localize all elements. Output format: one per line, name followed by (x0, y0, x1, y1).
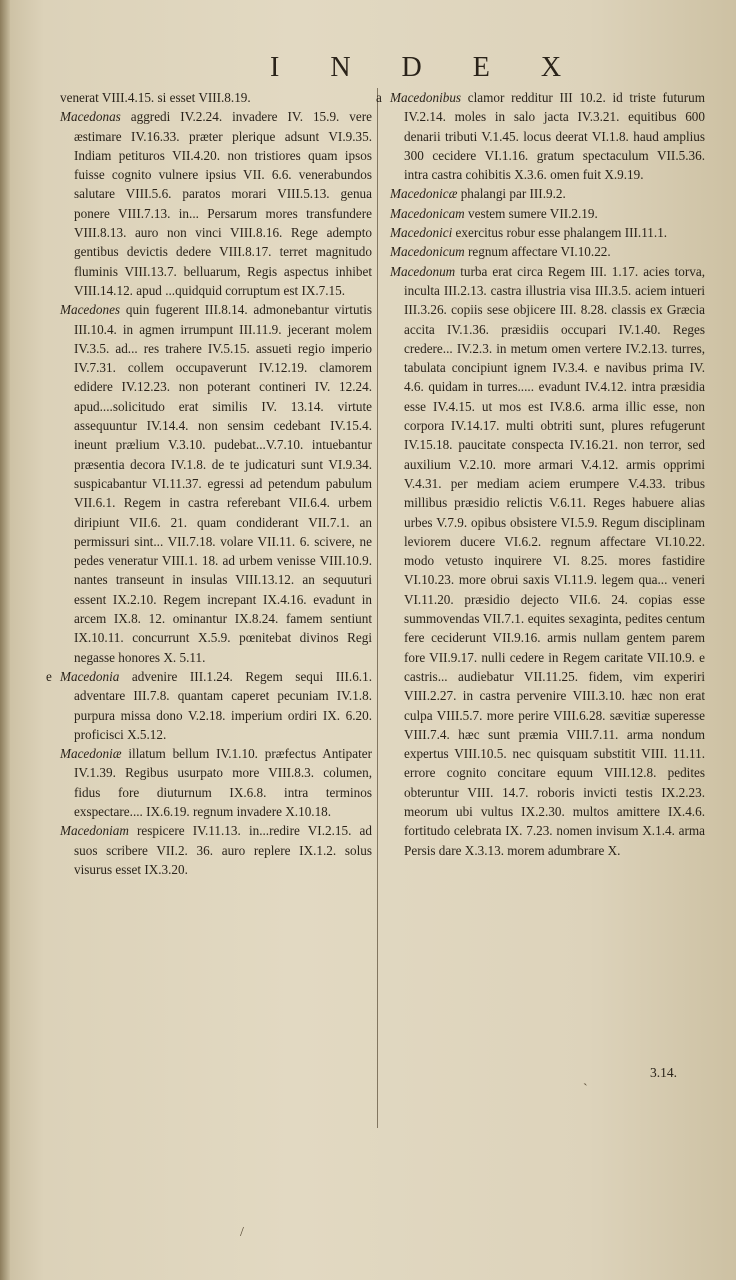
page-header: I N D E X (270, 52, 584, 83)
index-entry (390, 242, 705, 261)
index-entry (390, 184, 705, 203)
entry-headword: Macedonibus (390, 90, 462, 105)
entry-headword: Macedonia (60, 668, 120, 684)
entry-references: phalangi par III.9.2. (457, 186, 566, 202)
page-edge (0, 0, 10, 1280)
entry-references: venerat VIII.4.15. si esset VIII.8.19. (60, 90, 251, 105)
entry-references: aggredi IV.2.24. invadere IV. 15.9. vere æstimare IV.16.33. præter plerique adsunt VI.9.35. Indiam petituros VII.4.20. non tristiores quam ipsos fuisse cognito vulnere ipsius VII. 6.6. venerabundos salutare VIII.5.6. paratos morari VIII.5.13. genua ponere VIII.7.13. in... Persarum mores transfundere VIII.8.13. auro non vinci VIII.8.16. Rege adempto gentibus devictis dedere VIII.8.17. terret magnitudo fluminis VIII.13.7. belluarum, Regis aspectus inhibet VIII.14.12. apud ...quidquid corruptum est IX.7.15. (74, 109, 372, 298)
ink-mark: ` (583, 1082, 588, 1097)
left-column (46, 88, 372, 879)
entry-references: illatum bellum IV.1.10. præfectus Antipater IV.1.39. Regibus usurpato more VIII.8.3. columen, fidus fore diuturnum IX.6.8. intra terminos exspectare.... IX.6.19. regnum invadere X.10.18. (74, 746, 372, 819)
page-number: 3.14. (650, 1065, 677, 1080)
index-entry (60, 821, 372, 879)
entry-references: exercitus robur esse phalangem III.11.1. (452, 225, 668, 241)
index-entry (390, 204, 705, 223)
ink-mark: / (240, 1225, 244, 1240)
entry-headword: Macedones (60, 302, 121, 318)
index-entry (60, 107, 372, 300)
entry-headword: Macedonas (60, 109, 121, 125)
index-entry (376, 88, 705, 184)
index-entry (60, 744, 372, 821)
entry-references: turba erat circa Regem III. 1.17. acies torva, inculta III.2.13. castra illustria visa III.3.5. aciem intueri III.3.26. copiis sese objicere III. 8.28. classis ex Græcia accita IV.1.36. præsidiis occupari IV.1.40. Reges credere... IV.2.3. in metum omen vertere IV.2.13. turres, tabulata concipiunt ignem IV.3.4. e navibus prima IV. 4.6. quidam in turres..... evadunt IV.4.12. intra præsidia esse IV.4.15. ut mos est IV.8.6. arma illic esse, non corpora IV.14.17. multi obtriti sunt, plures refugerunt IV.15.18. paucitate conspecta IV.16.21. non terror, sed auxilium V.2.10. more armari V.4.12. armis opprimi V.4.31. per mediam aciem erumpere V.4.33. tribus millibus præsidio relictis V.6.11. Reges habuere alias urbes V.7.9. opibus obsistere VI.5.9. Regum disciplinam leviorem ducere VI.6.2. regnum affectare VI.10.22. modo vetusto inquirere VI. 8.25. mores fastidire VI.10.23. more obrui saxis VI.11.9. legem qua... veneri VI.11.20. præsidio dejecto VII.6. 24. copias esse summovendas VII.7.1. equites sexaginta, pedites centum fere ceciderunt VII.9.16. armis nullam gentem parem fore VII.9.17. nulli cedere in Regem caritate VII.10.9. e castris... audiebatur VII.11.25. fidem, vim experiri VIII.2.27. in castra pervenire VIII.3.10. hæc non erat culpa VIII.5.7. more perire VIII.6.28. sævitiæ superesse VIII.7.4. hæc sunt præmia VIII.7.11. arma nondum expertus VIII.10.5. nec quisquam substitit VIII. 11.11. errore cognito concitare equum VIII.12.8. pedites obteruntur VIII. 14.7. roboris invicti testis IX.2.23. meorum ubi vultus IX.2.30. multos amittere IX.4.6. fortitudo celebrata IX. 7.23. nomen invisum X.1.4. arma Persis dare X.3.13. morem adumbrare X. (404, 263, 705, 858)
index-entry (60, 88, 372, 107)
entry-headword: Macedoniæ (60, 746, 122, 762)
column-divider (377, 88, 378, 1128)
signature-letter: a (376, 90, 382, 105)
entry-headword: Macedonicum (390, 244, 465, 260)
entry-references: regnum affectare VI.10.22. (464, 244, 611, 260)
entry-references: clamor redditur III 10.2. id triste futurum IV.2.14. moles in salo jacta IV.3.21. equitibus 600 denarii tributi V.1.45. locus deerat VI.1.8. haud amplius 300 cecidere VI.1.16. gratum spectaculum VII.5.36. intra castra cohibitis X.3.6. omen fuit X.9.19. (404, 90, 705, 183)
entry-references: advenire III.1.24. Regem sequi III.6.1. adventare III.7.8. quantam caperet pecuniam IV.1.8. purpura missa dono V.2.18. imperium ordiri IX. 6.20. proficisci X.5.12. (74, 668, 372, 742)
right-column (376, 88, 705, 860)
index-entry (390, 262, 705, 860)
entry-headword: Macedonici (390, 225, 453, 241)
index-entry (46, 667, 372, 744)
entry-references: vestem sumere VII.2.19. (464, 205, 598, 221)
signature-letter: e (46, 668, 52, 684)
entry-headword: Macedonum (390, 263, 456, 279)
entry-headword: Macedoniam (60, 823, 129, 839)
entry-headword: Macedonicam (390, 205, 465, 221)
entry-headword: Macedonicæ (390, 186, 458, 202)
entry-references: quin fugerent III.8.14. admonebantur virtutis III.10.4. in agmen irrumpunt III.11.9. jecerant molem IV.3.5. ad... res trahere IV.5.15. assueti regio imperio IV.7.31. collem occupaverunt IV.12.19. clamorem edidere IV.12.23. non poterant contineri IV. 12.24. apud....solicitudo erat similis IV. 13.14. virtute assequuntur IV.14.4. non sensim cedebant IV.15.4. ineunt prælium V.3.10. pudebat...V.7.10. intuebantur præsentia decora IV.1.8. de te judicaturi sunt VI.9.34. suspicabantur VI.11.37. egressi ad petendum pabulum VII.6.1. Regem in castra referebant VII.6.4. urbem diripiunt VII.6. 21. quam condiderant VII.7.1. an permissuri sint... VII.7.18. volare VII.11. 6. scivere, ne pedes veneratur VIII.1. 18. ad urbem venisse VIII.10.9. nantes transeunt in insulas VIII.13.12. an sequuturi essent IX.2.10. Regem increpant IX.4.16. evadunt in arcem IX.8. 12. ominantur IX.8.24. famem sentiunt IX.10.11. concurrunt X.5.9. pœnitebat divinos Regi negasse honores X. 5.11. (74, 302, 372, 665)
index-entry (60, 300, 372, 667)
index-entry (390, 223, 705, 242)
entry-references: respicere IV.11.13. in...redire VI.2.15. ad suos scribere VII.2. 36. auro replere IX.1.2. solus visurus esset IX.3.20. (74, 823, 372, 877)
